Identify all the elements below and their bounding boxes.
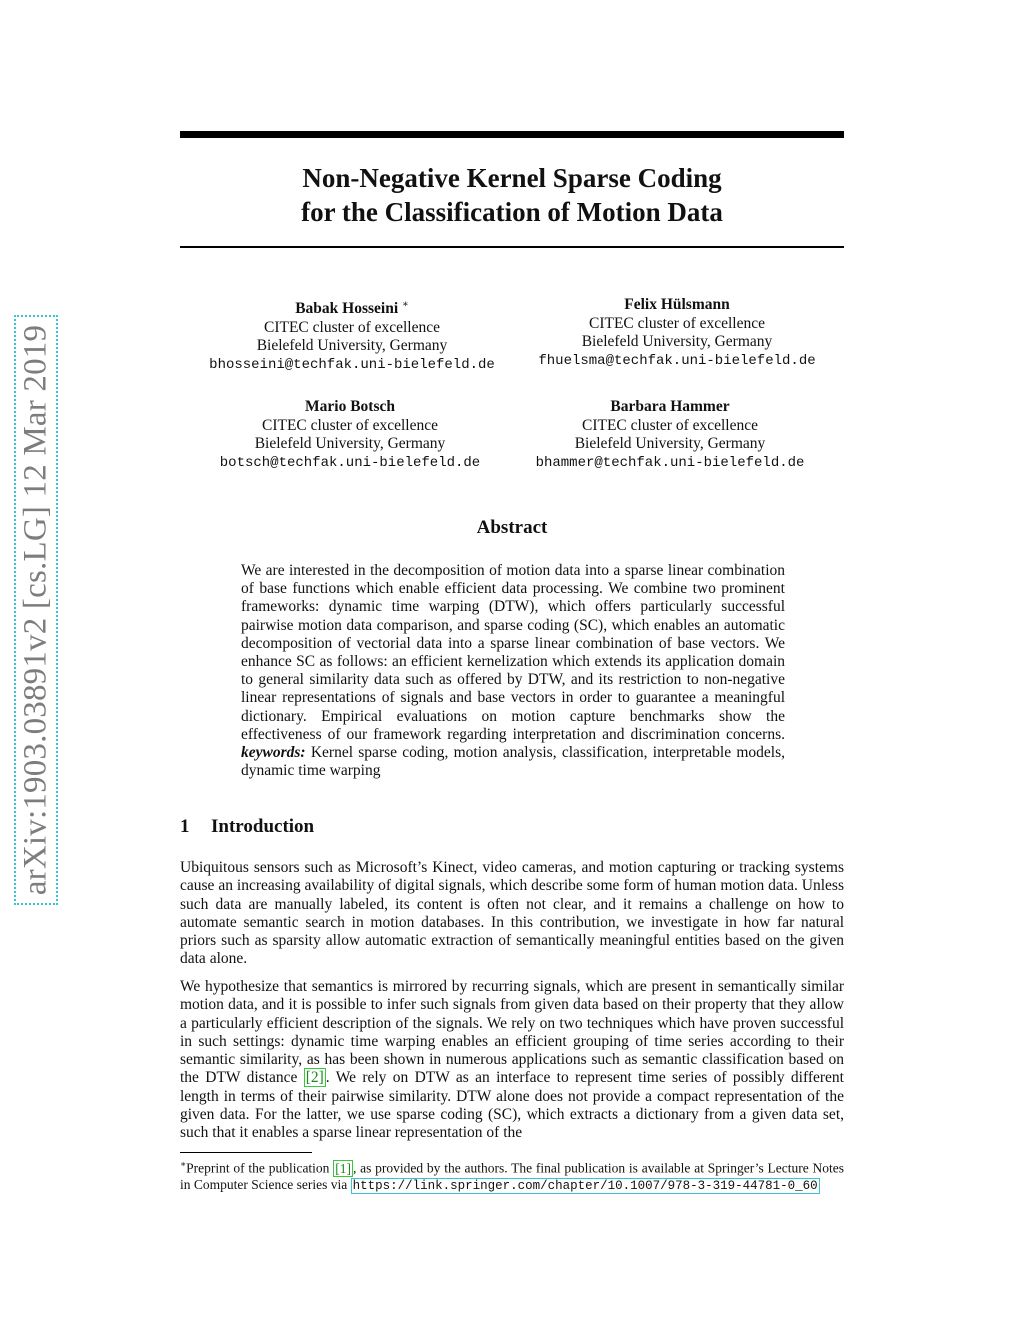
title-rule-top: [180, 131, 844, 138]
abstract-heading: Abstract: [476, 517, 548, 538]
author-name: Felix Hülsmann: [624, 296, 730, 313]
author-name: Barbara Hammer: [610, 398, 730, 415]
footnote-mark: ∗: [180, 1159, 187, 1169]
title-rule-bottom: [180, 246, 844, 248]
author-university: Bielefeld University, Germany: [254, 435, 446, 452]
footnote: [180, 1156, 844, 1195]
abstract-body: [241, 562, 785, 780]
keywords-text: Kernel sparse coding, motion analysis, classification, interpretable models, dynamic time warping: [241, 744, 785, 780]
author-block: [182, 296, 522, 374]
paper-title: [180, 161, 844, 229]
author-block: [500, 398, 840, 472]
author-email: botsch@techfak.uni-bielefeld.de: [219, 454, 481, 471]
author-footnote-mark: ∗: [402, 299, 409, 310]
arxiv-id: arXiv:1903.03891v2 [cs.LG] 12 Mar 2019: [17, 324, 54, 896]
author-name: Babak Hosseini: [295, 300, 399, 318]
paragraph-text: . We rely on DTW as an interface to represent time series of possibly different length in terms of their pairwise similarity. DTW alone does not provide a compact representation of the given data. For the latter, we use sparse coding (SC), which extracts a dictionary from a given data set, such that it enables a sparse linear representation of the: [180, 1069, 844, 1142]
author-email: bhosseini@techfak.uni-bielefeld.de: [209, 356, 495, 373]
author-affiliation: CITEC cluster of excellence: [261, 416, 439, 434]
paragraph-text: We hypothesize that semantics is mirrored by recurring signals, which are present in semantically similar motion data, and it is possible to infer such signals from given data based on their property that they allow a particularly efficient description of the signals. We rely on two techniques which have proven successful in such settings: dynamic time warping enables an efficient grouping of time series according to their semantic similarity, as has been shown in numerous applications such as semantic classification based on the DTW distance: [180, 978, 844, 1087]
footnote-rule: [180, 1152, 312, 1153]
author-block: [180, 398, 520, 472]
keywords-label: keywords:: [241, 744, 306, 762]
author-university: Bielefeld University, Germany: [581, 333, 773, 350]
author-university: Bielefeld University, Germany: [574, 435, 766, 452]
author-email: bhammer@techfak.uni-bielefeld.de: [535, 454, 805, 471]
abstract-text: We are interested in the decomposition of motion data into a sparse linear combination of base functions which enable efficient data processing. We combine two prominent frameworks: dynamic time warping (DTW), which offers particularly successful pairwise motion data comparison, and sparse coding (SC), which enables an automatic decomposition of vectorial data into a sparse linear combination of base vectors. We enhance SC as follows: an efficient kernelization which extends its application domain to general similarity data such as offered by DTW, and its restriction to non-negative linear representations of signals and base vectors in order to guarantee a meaningful dictionary. Empirical evaluations on motion capture benchmarks show the effectiveness of our framework regarding interpretation and discrimination concerns.: [241, 562, 785, 743]
author-block: [507, 296, 847, 370]
citation-link[interactable]: [2]: [305, 1069, 324, 1087]
citation-link[interactable]: [1]: [335, 1160, 351, 1176]
footnote-text: , as provided by the authors. The final publication is available at Springer’s Lecture Notes in Computer Science series via: [180, 1160, 844, 1193]
author-university: Bielefeld University, Germany: [256, 337, 448, 355]
footnote-text: Preprint of the publication: [186, 1160, 334, 1176]
author-affiliation: CITEC cluster of excellence: [588, 314, 766, 332]
author-affiliation: CITEC cluster of excellence: [263, 318, 441, 336]
section-number: 1: [180, 816, 190, 837]
author-affiliation: CITEC cluster of excellence: [581, 416, 759, 434]
title-line-1: Non-Negative Kernel Sparse Coding: [302, 163, 722, 193]
springer-url-link[interactable]: https://link.springer.com/chapter/10.1007/978-3-319-44781-0_60: [352, 1179, 818, 1194]
author-email: fhuelsma@techfak.uni-bielefeld.de: [538, 352, 816, 369]
paragraph-2: [180, 978, 844, 1143]
section-heading: [180, 816, 314, 838]
author-name: Mario Botsch: [305, 398, 395, 415]
paragraph-1: Ubiquitous sensors such as Microsoft’s Kinect, video cameras, and motion capturing or tracking systems cause an increasing availability of digital signals, which describe some form of human motion data. Unless such data are manually labeled, its content is often not clear, and it remains a challenge on how to automate semantic search in motion databases. In this contribution, we investigate in how far natural priors such as sparsity allow automatic extraction of semantically meaningful entities based on the given data alone.: [180, 859, 844, 968]
arxiv-side-stamp: [14, 315, 58, 905]
section-title: Introduction: [211, 816, 315, 837]
title-line-2: for the Classification of Motion Data: [301, 197, 723, 227]
